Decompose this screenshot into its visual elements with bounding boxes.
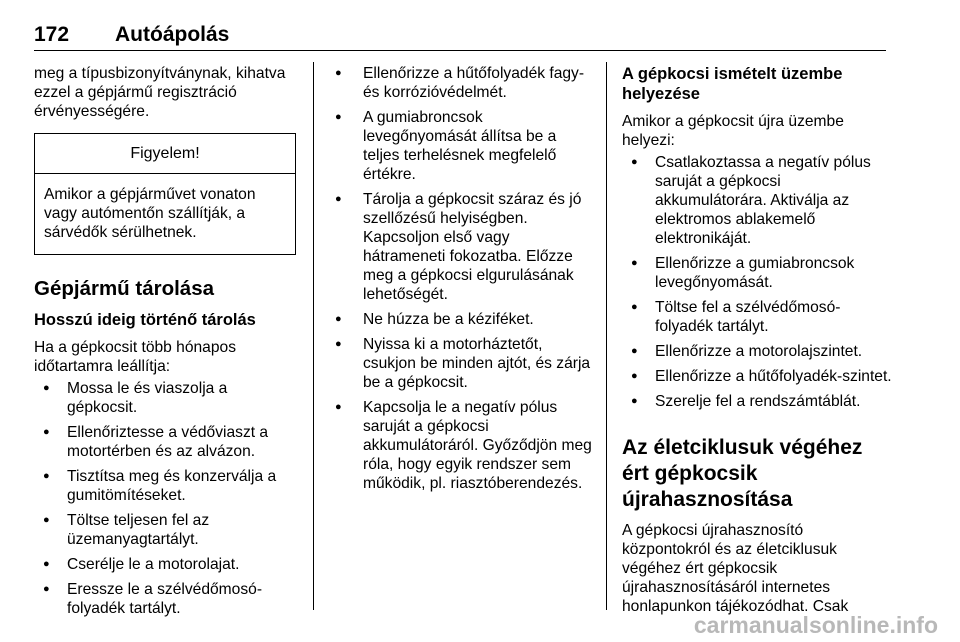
notice-body: Amikor a gépjárművet vonaton vagy autómentőn szállítják, a sárvédők sérülhetnek.	[44, 186, 256, 241]
column-divider	[606, 62, 607, 610]
list-item: ● Ellenőrizze a motorolajszintet.	[622, 342, 894, 361]
watermark: carmanualsonline.info	[693, 612, 938, 638]
list-item: ● Ne húzza be a kéziféket.	[330, 310, 592, 329]
notice-box	[34, 133, 296, 255]
storage-list	[34, 379, 296, 618]
storage-intro: Ha a gépkocsit több hónapos időtartamra leállítja:	[34, 339, 236, 375]
list-item: ● Ellenőrizze a hűtőfolyadék fagy- és korrózióvédelmét.	[330, 64, 592, 102]
storage-heading: Gépjármű tárolása	[34, 277, 215, 300]
list-item: ● Töltse fel a szélvédőmosó-folyadék tartályt.	[622, 298, 894, 336]
recommissioning-heading: A gépkocsi ismételt üzembe helyezése	[622, 65, 843, 103]
recommissioning-intro: Amikor a gépkocsit újra üzembe helyezi:	[622, 113, 844, 149]
storage-list-continued	[330, 64, 592, 493]
notice-title: Figyelem!	[35, 134, 295, 174]
page-number: 172	[34, 23, 70, 46]
list-item: ● Eressze le a szélvédőmosó-folyadék tartályt.	[34, 580, 296, 618]
list-item: ● Tárolja a gépkocsit száraz és jó szellőzésű helyiségben. Kapcsoljon első vagy hátrameneti fokozatba. Előzze meg a gépkocsi elgurulásának lehetőségét.	[330, 190, 592, 304]
recycling-text: A gépkocsi újrahasznosító központokról és az életciklusuk végéhez ért gépkocsik újrahasznosításáról internetes honlapunkon tájékozódhat. Csak	[622, 522, 849, 615]
list-item: ● Ellenőrizze a gumiabroncsok levegőnyomását.	[622, 254, 894, 292]
column-divider	[313, 62, 314, 610]
list-item: ● Ellenőrizze a hűtőfolyadék-szintet.	[622, 367, 894, 386]
list-item: ● Nyissa ki a motorháztetőt, csukjon be minden ajtót, és zárja be a gépkocsit.	[330, 335, 592, 392]
list-item: ● Tisztítsa meg és konzerválja a gumitömítéseket.	[34, 467, 296, 505]
column-3	[622, 64, 894, 616]
list-item: ● Töltse teljesen fel az üzemanyagtartályt.	[34, 511, 296, 549]
section-title: Autóápolás	[115, 23, 230, 46]
recycling-heading: Az életciklusuk végéhez ért gépkocsik újrahasznosítása	[622, 436, 863, 511]
column-1	[34, 64, 296, 624]
list-item: ● Csatlakoztassa a negatív pólus saruját a gépkocsi akkumulátorára. Aktiválja az elektromos ablakemelő elektronikáját.	[622, 153, 894, 248]
page-header	[34, 22, 886, 51]
list-item: ● A gumiabroncsok levegőnyomását állítsa be a teljes terhelésnek megfelelő értékre.	[330, 108, 592, 184]
list-item: ● Kapcsolja le a negatív pólus saruját a gépkocsi akkumulátoráról. Győződjön meg róla, hogy egyik rendszer sem működik, pl. riasztóberendezés.	[330, 398, 592, 493]
list-item: ● Cserélje le a motorolajat.	[34, 555, 296, 574]
column-2	[330, 64, 592, 499]
list-item: ● Szerelje fel a rendszámtáblát.	[622, 392, 894, 411]
list-item: ● Ellenőriztesse a védőviaszt a motortérben és az alvázon.	[34, 423, 296, 461]
recommissioning-list	[622, 153, 894, 411]
long-term-storage-subheading: Hosszú ideig történő tárolás	[34, 311, 256, 329]
list-item: ● Mossa le és viaszolja a gépkocsit.	[34, 379, 296, 417]
intro-text: meg a típusbizonyítványnak, kihatva ezzel a gépjármű regisztráció érvényességére.	[34, 65, 286, 120]
